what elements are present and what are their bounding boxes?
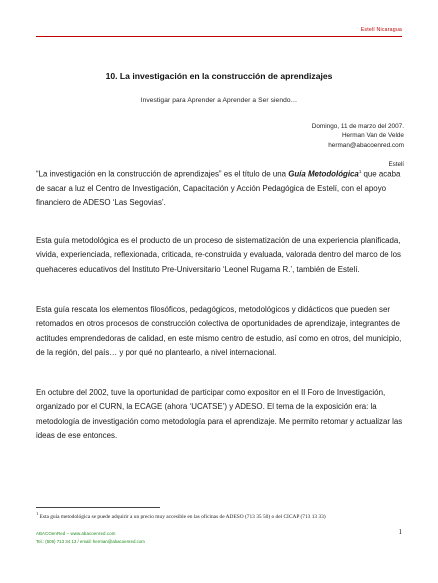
paragraph-4: En octubre del 2002, tuve la oportunidad de participar como expositor en el II Foro de Investigación, organizado por el CURN, la ECAGE (ahora ‘UCATSE’) y ADESO. El tema de la exposición era: la metodología de investigación como metodología para el aprendizaje. Me permito retomar y actualizar las ideas de ese entonces. bbox=[36, 388, 403, 441]
paragraph-1-text-a: “La investigación en la construcción de aprendizajes” es el título de una bbox=[36, 169, 289, 179]
footnote-divider bbox=[36, 507, 160, 508]
footer-contact: Tel.: (505) 713 34 13 / email: herman@abacoenred.com bbox=[36, 539, 145, 544]
place-line: Estelí bbox=[388, 161, 404, 168]
header-location: Estelí Nicaragua bbox=[360, 27, 402, 33]
page-number: 1 bbox=[398, 528, 402, 536]
author-block bbox=[312, 122, 404, 150]
paragraph-3: Esta guía rescata los elementos filosóficos, pedagógicos, metodológicos y didácticos que pueden ser retomados en otros procesos de construcción colectiva de oportunidades de aprendizaje, integrantes de actitudes emprendedoras de calidad, en este mismo centro de estudio, así como en otros, del municipio, de la región, del país… y por qué no plantearlo, a nivel internacional. bbox=[36, 305, 402, 358]
footnote-ref: 1 bbox=[358, 169, 362, 174]
footnote-text: Esta guía metodológica se puede adquirir a un precio muy accesible en las oficinas de ADESO (713 35 50) o del CICAP (713 13 33) bbox=[38, 513, 326, 520]
date-line: Domingo, 11 de marzo del 2007. bbox=[311, 123, 404, 130]
guide-title: Guía Metodológica bbox=[288, 169, 359, 179]
chapter-subtitle: Investigar para Aprender a Aprender a Ser siendo… bbox=[140, 97, 298, 104]
footer-brand: ABACOenRed – www.abacoenred.com bbox=[36, 531, 116, 536]
author-email: herman@abacoenred.com bbox=[328, 141, 404, 149]
footnote bbox=[36, 510, 398, 521]
paragraph-2: Esta guía metodológica es el producto de un proceso de sistematización de una experiencia planificada, vivida, experienciada, reflexionada, criticada, re-construida y evaluada, valorada dentro del marco de los quehaceres educativos del Instituto Pre-Universitario ‘Leonel Rugama R.’, también de Estelí. bbox=[36, 236, 401, 274]
paragraph-1-text-b: que acaba de sacar a luz el Centro de Investigación, Capacitación y Acción Pedagógica de Estelí, con el apoyo financiero de ADESO ‘Las Segovias’. bbox=[36, 169, 401, 208]
footnote-number: 1 bbox=[36, 511, 39, 516]
author-name: Herman Van de Velde bbox=[341, 132, 404, 140]
page-footer bbox=[36, 528, 402, 549]
page-header bbox=[36, 22, 402, 37]
paragraph-1 bbox=[36, 165, 404, 211]
chapter-title: 10. La investigación en la construcción de aprendizajes bbox=[105, 71, 333, 81]
